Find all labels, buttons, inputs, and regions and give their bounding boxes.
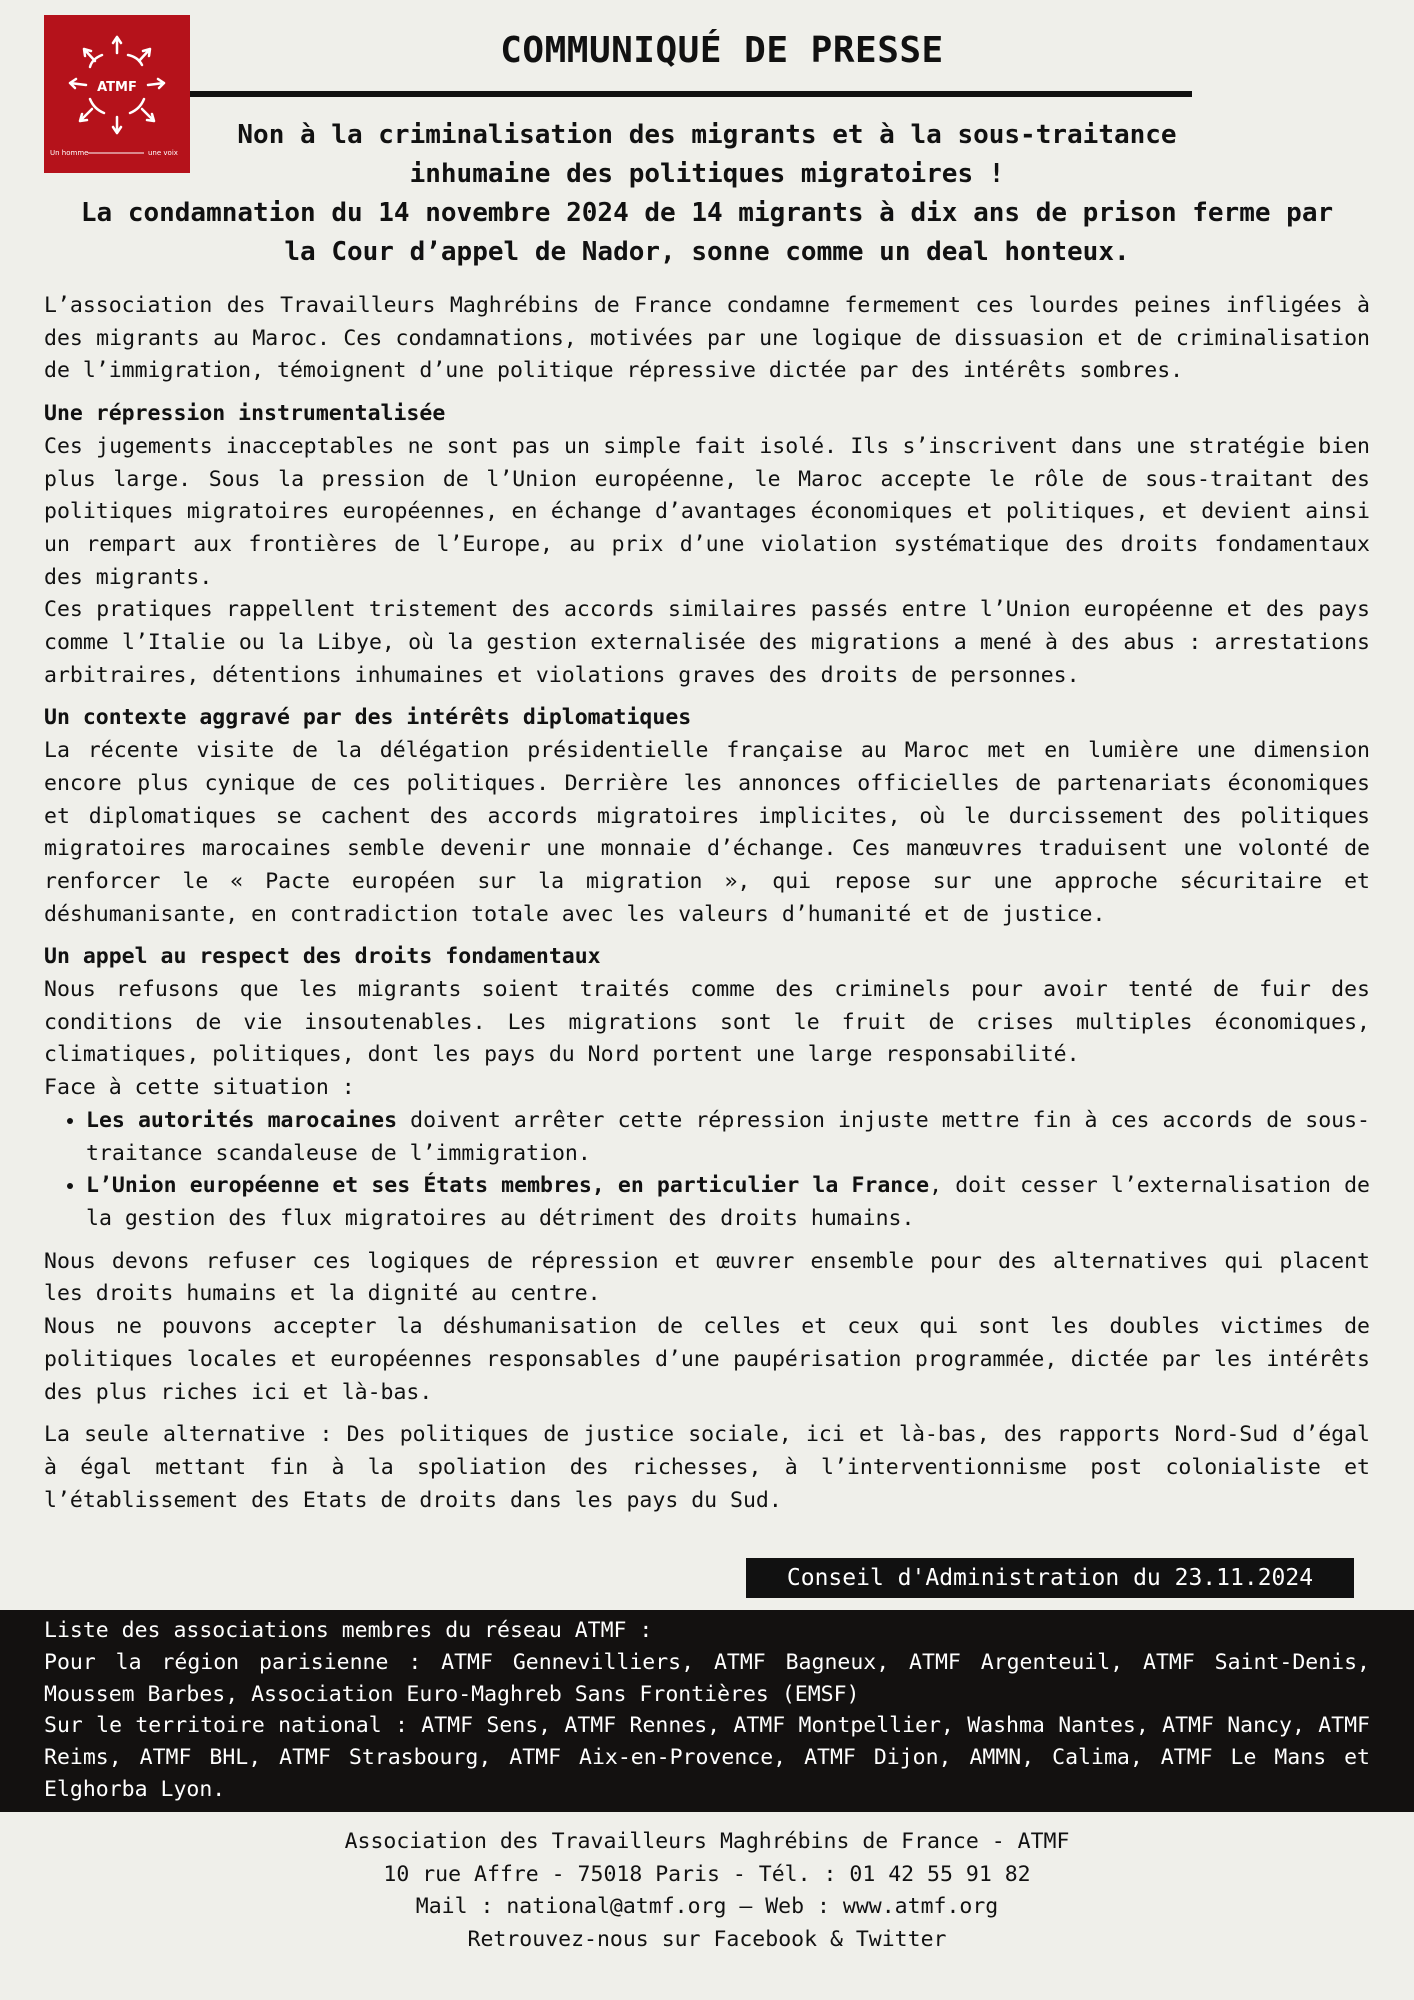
section-repression-paragraph-1: Ces jugements inacceptables ne sont pas un simple fait isolé. Ils s’inscrivent dans une stratégie bien plus large. Sous la pression de l’Union européenne, le Maroc accepte le rôle de sous-traitant des politiques migratoires européennes, en échange d’avantages économiques et politiques, et devient ainsi un rempart aux frontières de l’Europe, au prix d’une violation systématique des droits fondamentaux des migrants. [44,433,1370,590]
title-underline [190,91,1192,97]
document-title: COMMUNIQUÉ DE PRESSE [500,30,944,71]
section-repression-paragraph-2: Ces pratiques rappellent tristement des accords similaires passés entre l’Union européenne et des pays comme l’Italie ou la Libye, où la gestion externalisée des migrations a mené à des abus : arrestations arbitraires, détentions inhumaines et violations graves des droits de personnes. [44,597,1370,688]
section-rights-paragraph-1: Nous refusons que les migrants soient traités comme des criminels pour avoir tenté de fuir des conditions de vie insoutenables. Les migrations sont le fruit de crises multiples économiques, climatiques, politiques, dont les pays du Nord portent une large responsabilité. [44,977,1370,1068]
logo-slogan-right: une voix [148,149,178,157]
conclusion-paragraph: La seule alternative : Des politiques de justice sociale, ici et là-bas, des rapports Nord-Sud d’égal à égal mettant fin à la spoliation des richesses, à l’interventionnisme post colonialiste et l’établissement des Etats de droits dans les pays du Sud. [44,1422,1370,1513]
section-heading-rights: Un appel au respect des droits fondamentaux [44,944,601,970]
headline-line-3: La condamnation du 14 novembre 2024 de 14 migrants à dix ans de prison ferme par [80,198,1334,228]
section-heading-repression: Une répression instrumentalisée [44,401,446,427]
members-title: Liste des associations membres du réseau ATMF : [44,1618,653,1643]
press-release-body [44,290,1370,1517]
demand-item-bold: Les autorités marocaines [86,1107,398,1133]
demand-item-bold: L’Union européenne et ses États membres, en particulier la France [86,1173,930,1199]
demand-item-morocco [86,1105,1370,1170]
section-heading-diplomatic: Un contexte aggravé par des intérêts diplomatiques [44,705,692,731]
section-rights-paragraph-4: Nous ne pouvons accepter la déshumanisation de celles et ceux qui sont les doubles victimes de politiques locales et européennes responsables d’une paupérisation programmée, dictée par les intérêts des plus riches ici et là-bas. [44,1314,1370,1405]
section-diplomatic-paragraph: La récente visite de la délégation présidentielle française au Maroc met en lumière une dimension encore plus cynique de ces politiques. Derrière les annonces officielles de partenariats économiques et diplomatiques se cachent des accords migratoires implicites, où le durcissement des politiques migratoires marocaines semble devenir une monnaie d’échange. Ces manœuvres traduisent une volonté de renforcer le « Pacte européen sur la migration », qui repose sur une approche sécuritaire et déshumanisante, en contradiction totale avec les valeurs d’humanité et de justice. [44,738,1370,927]
headline-line-4: la Cour d’appel de Nador, sonne comme un deal honteux. [284,237,1130,267]
members-paris-region: Pour la région parisienne : ATMF Gennevilliers, ATMF Bagneux, ATMF Argenteuil, ATMF Saint-Denis, Moussem Barbes, Association Euro-Maghreb Sans Frontières (EMSF) [44,1649,1370,1707]
demand-item-text: doivent arrêter cette répression injuste mettre fin à ces accords de sous-traitance scandaleuse de l’immigration. [86,1107,1370,1166]
footer-organization: Association des Travailleurs Maghrébins de France - ATMF [344,1829,1070,1854]
contact-footer [0,1826,1414,1956]
headline-line-1: Non à la criminalisation des migrants et à la sous-traitance [237,120,1177,150]
logo-name: ATMF [97,80,137,95]
section-rights-paragraph-3: Nous devons refuser ces logiques de répression et œuvrer ensemble pour des alternatives qui placent les droits humains et la dignité au centre. [44,1248,1370,1307]
logo-slogan-left: Un homme [50,149,89,157]
demand-item-text: , doit cesser l’externalisation de la gestion des flux migratoires au détriment des droits humains. [86,1173,1370,1231]
council-signature-badge: Conseil d'Administration du 23.11.2024 [746,1558,1354,1598]
section-rights-paragraph-2: Face à cette situation : [44,1075,355,1101]
intro-paragraph: L’association des Travailleurs Maghrébins de France condamne fermement ces lourdes peines infligées à des migrants au Maroc. Ces condamnations, motivées par une logique de dissuasion et de criminalisation de l’immigration, témoignent d’une politique répressive dictée par des intérêts sombres. [44,293,1370,384]
footer-social: Retrouvez-nous sur Facebook & Twitter [467,1926,947,1952]
demands-list [44,1105,1370,1236]
member-associations-band [0,1610,1414,1812]
members-national: Sur le territoire national : ATMF Sens, ATMF Rennes, ATMF Montpellier, Washma Nantes, ATMF Nancy, ATMF Reims, ATMF BHL, ATMF Strasbourg, ATMF Aix-en-Provence, ATMF Dijon, AMMN, Calima, ATMF Le Mans et Elghorba Lyon. [44,1713,1370,1802]
demand-item-eu [86,1170,1370,1235]
headline [44,116,1370,272]
footer-contact: Mail : national@atmf.org – Web : www.atmf.org [415,1894,999,1919]
headline-line-2: inhumaine des politiques migratoires ! [409,159,1005,189]
footer-address: 10 rue Affre - 75018 Paris - Tél. : 01 42 55 91 82 [383,1861,1031,1887]
